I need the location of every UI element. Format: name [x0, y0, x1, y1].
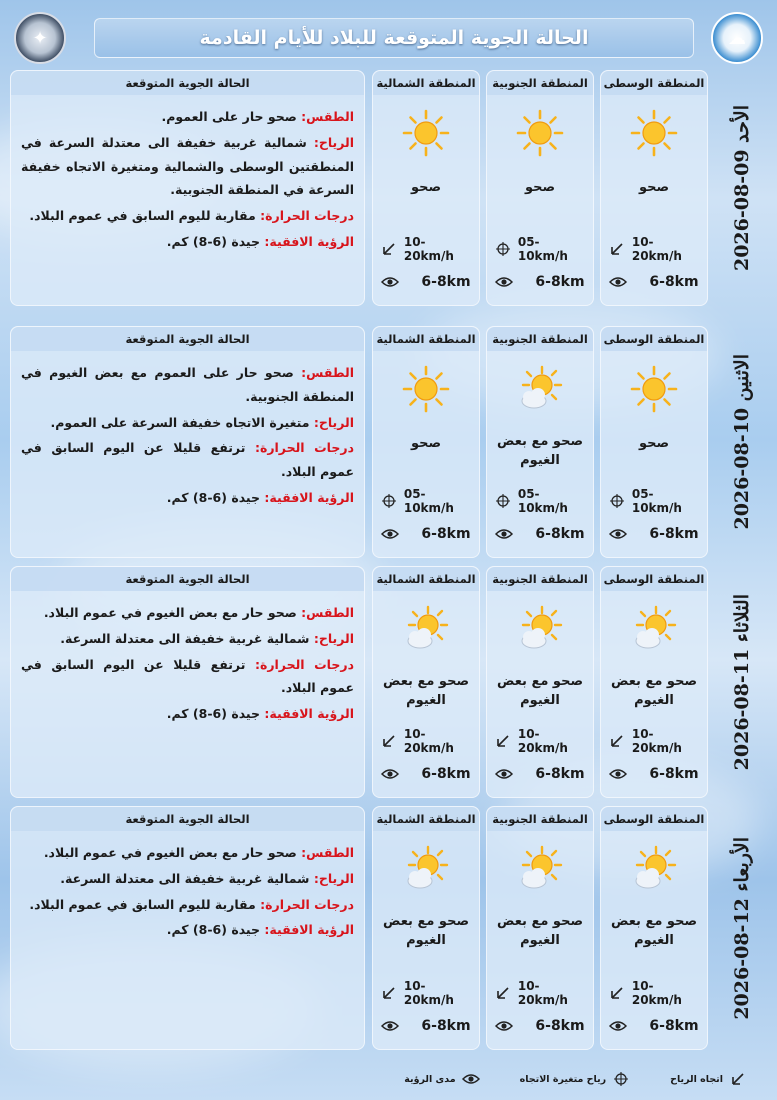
- region-name: المنطقة الوسطى: [601, 71, 707, 95]
- sun-icon: [402, 109, 450, 157]
- temperature-text: مقاربة لليوم السابق في عموم البلاد.: [29, 896, 256, 912]
- weather-label: الطقس:: [301, 605, 354, 620]
- visibility-range: 6-8km: [535, 274, 585, 290]
- sun-cloud-icon: [402, 845, 450, 893]
- visibility-range: 6-8km: [535, 766, 585, 782]
- visibility-text: جيدة (6-8) كم.: [166, 489, 261, 505]
- wind-row: [495, 979, 585, 1007]
- region-panel: [600, 806, 708, 1050]
- region-panel: [600, 326, 708, 558]
- wind-label: الرياح:: [313, 870, 354, 886]
- sun-cloud-icon: [516, 605, 564, 653]
- legend: [10, 1068, 767, 1090]
- temperature-label: درجات الحرارة:: [260, 896, 354, 912]
- region-panel: [600, 566, 708, 798]
- visibility-label: الرؤية الافقية:: [264, 922, 354, 938]
- weather-label: الطقس:: [301, 365, 354, 380]
- wind-speed: 10-20km/h: [631, 727, 682, 755]
- condition-text: صحو: [410, 436, 442, 451]
- summary-wind: [21, 131, 354, 202]
- wind-row: [381, 727, 471, 755]
- visibility-label: الرؤية الافقية:: [264, 233, 354, 249]
- region-name: المنطقة الجنوبية: [487, 327, 593, 351]
- wind-text: شمالية غربية خفيفة الى معتدلة السرعة.: [60, 630, 310, 646]
- wind-row: [609, 727, 699, 755]
- wind-row: [495, 727, 585, 755]
- wind-row: [495, 487, 585, 515]
- eye-icon: [495, 273, 513, 291]
- summary-title: الحالة الجوية المتوقعة: [11, 327, 364, 351]
- condition-text: صحو مع بعض الغيوم: [382, 914, 470, 948]
- visibility-range: 6-8km: [421, 526, 471, 542]
- legend-wind-direction: [670, 1070, 747, 1088]
- sun-cloud-icon: [630, 845, 678, 893]
- eye-icon: [609, 765, 627, 783]
- summary-title: الحالة الجوية المتوقعة: [11, 567, 364, 591]
- visibility-text: جيدة (6-8) كم.: [166, 922, 261, 938]
- visibility-label: الرؤية الافقية:: [264, 489, 354, 505]
- wind-speed: 10-20km/h: [517, 727, 568, 755]
- eye-icon: [609, 525, 627, 543]
- wind-speed: 05-10km/h: [517, 487, 568, 515]
- visibility-row: [495, 525, 585, 543]
- visibility-range: 6-8km: [535, 1018, 585, 1034]
- wind-speed: 10-20km/h: [631, 979, 682, 1007]
- legend-label: رياح متغيرة الاتجاه: [519, 1073, 607, 1085]
- wind-speed: 10-20km/h: [403, 235, 454, 263]
- visibility-range: 6-8km: [649, 274, 699, 290]
- visibility-row: [495, 273, 585, 291]
- condition-text: صحو مع بعض الغيوم: [382, 674, 470, 708]
- summary-wind: [21, 867, 354, 891]
- wind-row: [381, 235, 471, 263]
- date-column: [717, 566, 767, 798]
- legend-label: مدى الرؤية: [404, 1073, 456, 1085]
- wind-speed: 10-20km/h: [631, 235, 682, 263]
- region-panel: [486, 566, 594, 798]
- region-panel: [486, 806, 594, 1050]
- wind-direction-icon: [381, 984, 398, 1002]
- eye-icon: [609, 273, 627, 291]
- wind-direction-icon: [609, 732, 626, 750]
- wind-direction-icon: [381, 240, 398, 258]
- sun-icon: [630, 109, 678, 157]
- sun-cloud-icon: [516, 845, 564, 893]
- summary-visibility: [21, 230, 354, 254]
- day-forecast: [10, 70, 767, 306]
- visibility-row: [609, 1017, 699, 1035]
- summary-text: [21, 841, 354, 944]
- region-name: المنطقة الوسطى: [601, 567, 707, 591]
- visibility-row: [609, 765, 699, 783]
- eye-icon: [381, 765, 399, 783]
- region-panel: [372, 806, 480, 1050]
- wind-row: [495, 235, 585, 263]
- visibility-row: [381, 1017, 471, 1035]
- temperature-label: درجات الحرارة:: [254, 656, 354, 672]
- wind-speed: 05-10km/h: [403, 487, 454, 515]
- sun-cloud-icon: [402, 605, 450, 653]
- day-date: الثلاثاء 11-08-2026: [731, 593, 753, 771]
- summary-weather: [21, 361, 354, 409]
- visibility-row: [381, 765, 471, 783]
- visibility-range: 6-8km: [535, 526, 585, 542]
- sun-cloud-icon: [516, 365, 564, 413]
- meteorology-authority-logo: ☁: [711, 12, 763, 64]
- visibility-range: 6-8km: [649, 766, 699, 782]
- region-panel: [372, 70, 480, 306]
- weather-text: صحو حار على العموم.: [161, 109, 297, 124]
- region-panel: [486, 326, 594, 558]
- region-name: المنطقة الوسطى: [601, 327, 707, 351]
- wind-row: [381, 487, 471, 515]
- summary-weather: [21, 601, 354, 625]
- variable-wind-icon: [495, 492, 512, 510]
- visibility-row: [609, 525, 699, 543]
- summary-wind: [21, 627, 354, 651]
- visibility-row: [609, 273, 699, 291]
- visibility-range: 6-8km: [421, 1018, 471, 1034]
- condition-text: صحو: [638, 180, 670, 195]
- region-name: المنطقة الجنوبية: [487, 71, 593, 95]
- summary-panel: [10, 70, 365, 306]
- wind-speed: 05-10km/h: [631, 487, 682, 515]
- visibility-text: جيدة (6-8) كم.: [166, 233, 261, 249]
- visibility-row: [381, 273, 471, 291]
- summary-panel: [10, 326, 365, 558]
- day-date: الأربعاء 12-08-2026: [731, 836, 753, 1020]
- region-panel: [486, 70, 594, 306]
- condition-text: صحو مع بعض الغيوم: [610, 914, 698, 948]
- wind-label: الرياح:: [313, 414, 354, 430]
- visibility-row: [495, 765, 585, 783]
- region-name: المنطقة الشمالية: [373, 567, 479, 591]
- region-name: المنطقة الوسطى: [601, 807, 707, 831]
- eye-icon: [381, 1017, 399, 1035]
- wind-speed: 10-20km/h: [403, 979, 454, 1007]
- region-panel: [600, 70, 708, 306]
- page-title: الحالة الجوية المتوقعة للبلاد للأيام القادمة: [94, 18, 694, 58]
- visibility-range: 6-8km: [421, 274, 471, 290]
- variable-wind-icon: [381, 492, 398, 510]
- summary-temperature: [21, 436, 354, 484]
- wind-direction-icon: [729, 1070, 747, 1088]
- legend-label: اتجاه الرياح: [670, 1073, 723, 1085]
- wind-text: شمالية غربية خفيفة الى معتدلة السرعة.: [60, 870, 310, 886]
- visibility-label: الرؤية الافقية:: [264, 706, 354, 721]
- summary-temperature: [21, 653, 354, 701]
- condition-text: صحو مع بعض الغيوم: [496, 434, 584, 468]
- condition-text: صحو مع بعض الغيوم: [610, 674, 698, 708]
- eye-icon: [381, 273, 399, 291]
- day-forecast: [10, 326, 767, 558]
- wind-direction-icon: [609, 240, 626, 258]
- eye-icon: [495, 765, 513, 783]
- summary-wind: [21, 411, 354, 435]
- region-panel: [372, 326, 480, 558]
- wind-speed: 10-20km/h: [403, 727, 454, 755]
- visibility-row: [495, 1017, 585, 1035]
- sun-icon: [402, 365, 450, 413]
- wind-speed: 10-20km/h: [517, 979, 568, 1007]
- condition-text: صحو مع بعض الغيوم: [496, 674, 584, 708]
- weather-text: صحو حار مع بعض الغيوم في عموم البلاد.: [43, 605, 297, 620]
- summary-panel: [10, 806, 365, 1050]
- sun-icon: [516, 109, 564, 157]
- day-date: الأحد 09-08-2026: [731, 104, 753, 272]
- visibility-range: 6-8km: [649, 526, 699, 542]
- summary-visibility: [21, 918, 354, 942]
- summary-title: الحالة الجوية المتوقعة: [11, 807, 364, 831]
- forecast-center-logo: ✦: [14, 12, 66, 64]
- wind-direction-icon: [381, 732, 398, 750]
- wind-direction-icon: [495, 732, 512, 750]
- page-header: [10, 8, 767, 64]
- summary-temperature: [21, 204, 354, 228]
- wind-speed: 05-10km/h: [517, 235, 568, 263]
- wind-label: الرياح:: [313, 134, 354, 150]
- temperature-text: ترتفع قليلا عن اليوم السابق في عموم البلاد.: [21, 656, 354, 696]
- eye-icon: [381, 525, 399, 543]
- wind-text: متغيرة الاتجاه خفيفة السرعة على العموم.: [50, 414, 310, 430]
- temperature-label: درجات الحرارة:: [260, 208, 354, 223]
- region-name: المنطقة الشمالية: [373, 71, 479, 95]
- region-name: المنطقة الجنوبية: [487, 567, 593, 591]
- eye-icon: [495, 1017, 513, 1035]
- eye-icon: [609, 1017, 627, 1035]
- weather-label: الطقس:: [301, 109, 354, 124]
- region-name: المنطقة الشمالية: [373, 807, 479, 831]
- summary-text: [21, 601, 354, 728]
- wind-label: الرياح:: [313, 630, 354, 646]
- summary-title: الحالة الجوية المتوقعة: [11, 71, 364, 95]
- summary-visibility: [21, 486, 354, 510]
- condition-text: صحو: [638, 436, 670, 451]
- date-column: [717, 70, 767, 306]
- visibility-text: جيدة (6-8) كم.: [166, 706, 261, 721]
- region-name: المنطقة الشمالية: [373, 327, 479, 351]
- day-forecast: [10, 806, 767, 1050]
- wind-direction-icon: [495, 984, 512, 1002]
- summary-weather: [21, 841, 354, 865]
- legend-variable-wind: [520, 1070, 631, 1088]
- temperature-text: ترتفع قليلا عن اليوم السابق في عموم البلاد.: [21, 440, 354, 479]
- summary-visibility: [21, 702, 354, 726]
- variable-wind-icon: [612, 1070, 630, 1088]
- wind-direction-icon: [609, 984, 626, 1002]
- day-forecast: [10, 566, 767, 798]
- wind-row: [609, 235, 699, 263]
- summary-text: [21, 361, 354, 512]
- summary-temperature: [21, 893, 354, 917]
- visibility-range: 6-8km: [649, 1018, 699, 1034]
- wind-row: [609, 487, 699, 515]
- date-column: [717, 326, 767, 558]
- weather-text: صحو حار مع بعض الغيوم في عموم البلاد.: [43, 845, 297, 860]
- condition-text: صحو: [410, 180, 442, 195]
- condition-text: صحو: [524, 180, 556, 195]
- wind-row: [609, 979, 699, 1007]
- legend-visibility: [404, 1070, 479, 1088]
- temperature-text: مقاربة لليوم السابق في عموم البلاد.: [29, 208, 256, 223]
- date-column: [717, 806, 767, 1050]
- summary-panel: [10, 566, 365, 798]
- visibility-row: [381, 525, 471, 543]
- variable-wind-icon: [609, 492, 626, 510]
- region-name: المنطقة الجنوبية: [487, 807, 593, 831]
- variable-wind-icon: [495, 240, 512, 258]
- temperature-label: درجات الحرارة:: [254, 440, 354, 456]
- weather-text: صحو حار على العموم مع بعض الغيوم في المنطقة الجنوبية.: [21, 365, 354, 404]
- wind-text: شمالية غربية خفيفة الى معتدلة السرعة في المنطقتين الوسطى والشمالية ومتغيرة الاتجاه خفيفة السرعة في المنطقة الجنوبية.: [21, 134, 354, 198]
- eye-icon: [495, 525, 513, 543]
- weather-label: الطقس:: [301, 845, 354, 860]
- region-panel: [372, 566, 480, 798]
- summary-weather: [21, 105, 354, 129]
- summary-text: [21, 105, 354, 256]
- visibility-range: 6-8km: [421, 766, 471, 782]
- day-date: الاثنين 10-08-2026: [731, 354, 753, 530]
- sun-cloud-icon: [630, 605, 678, 653]
- eye-icon: [462, 1070, 480, 1088]
- sun-icon: [630, 365, 678, 413]
- wind-row: [381, 979, 471, 1007]
- condition-text: صحو مع بعض الغيوم: [496, 914, 584, 948]
